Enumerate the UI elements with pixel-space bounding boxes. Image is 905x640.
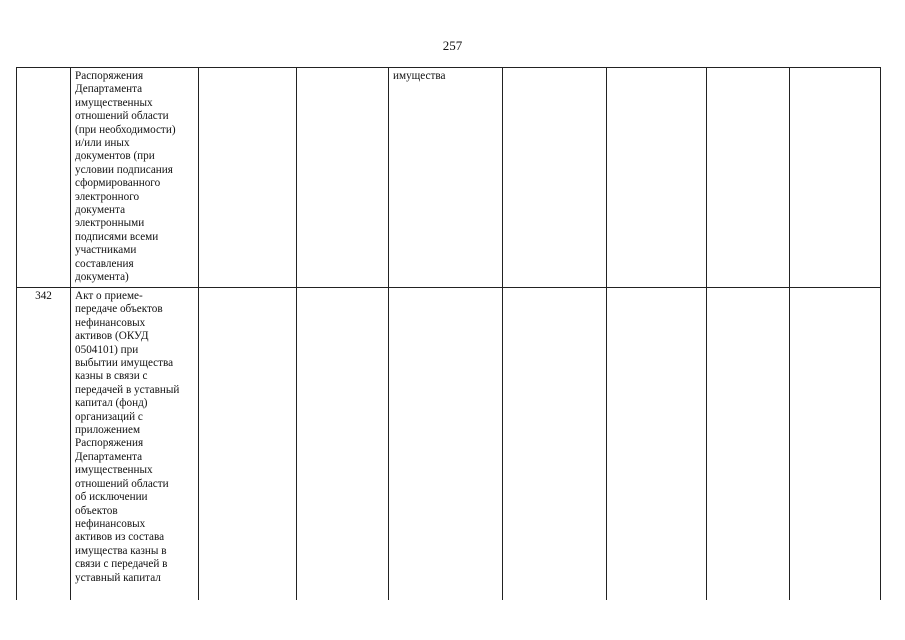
table-cell (199, 68, 297, 288)
text-line: отношений области (75, 110, 169, 123)
page-number: 257 (442, 38, 463, 53)
text-line: объектов (75, 504, 118, 517)
text-line: Распоряжения (75, 437, 144, 450)
text-line: Департамента (75, 450, 143, 463)
table-cell (707, 68, 790, 288)
text-line: уставный капитал (75, 571, 161, 584)
text-line: имущественных (75, 464, 153, 477)
text-line: имущества казны в (75, 544, 167, 557)
table-cell (707, 288, 790, 601)
text-line: сформированного (75, 177, 161, 190)
table-cell (790, 288, 881, 601)
text-line: (при необходимости) (75, 123, 176, 136)
text-line: Распоряжения (75, 70, 144, 82)
text-line: 0504101) при (75, 343, 139, 356)
text-line: электронного (75, 190, 140, 203)
text-line: и/или иных (75, 137, 130, 150)
text-line: организаций с (75, 410, 143, 423)
text-line: имущественных (75, 96, 153, 109)
table-cell (607, 288, 707, 601)
text-line: активов (ОКУД (75, 330, 149, 343)
text-line: об исключении (75, 491, 148, 504)
text-line: Акт о приеме- (75, 290, 143, 302)
text-line: передаче объектов (75, 303, 163, 316)
text-line: условии подписания (75, 163, 173, 176)
text-line: связи с передачей в (75, 558, 168, 571)
document-name-cell (71, 68, 199, 288)
text-line: составления (75, 257, 134, 270)
table-cell (297, 288, 389, 601)
table-cell (607, 68, 707, 288)
text-line: Департамента (75, 83, 143, 96)
text-line: нефинансовых (75, 316, 146, 329)
text-line: выбытии имущества (75, 357, 174, 370)
text-line: передачей в уставный (75, 383, 180, 396)
text-line: капитал (фонд) (75, 397, 148, 410)
text-line: отношений области (75, 477, 169, 490)
text-line: активов из состава (75, 531, 165, 544)
text-line: документа (75, 204, 126, 217)
table-row (17, 288, 881, 601)
row-number-cell: 342 (17, 288, 71, 601)
table-cell (503, 68, 607, 288)
table-cell (389, 288, 503, 601)
document-name-cell (71, 288, 199, 601)
table-cell: имущества (389, 68, 503, 288)
text-line: нефинансовых (75, 517, 146, 530)
row-number-cell (17, 68, 71, 288)
table-cell (297, 68, 389, 288)
text-line: казны в связи с (75, 370, 148, 383)
text-line: документа) (75, 271, 129, 284)
table-row (17, 68, 881, 288)
text-line: электронными (75, 217, 145, 230)
table-cell (199, 288, 297, 601)
text-line: документов (при (75, 150, 155, 163)
document-table (16, 67, 881, 600)
text-line: подписями всеми (75, 230, 159, 243)
text-line: участниками (75, 244, 137, 257)
text-line: приложением (75, 424, 141, 437)
table-cell (503, 288, 607, 601)
table-cell (790, 68, 881, 288)
